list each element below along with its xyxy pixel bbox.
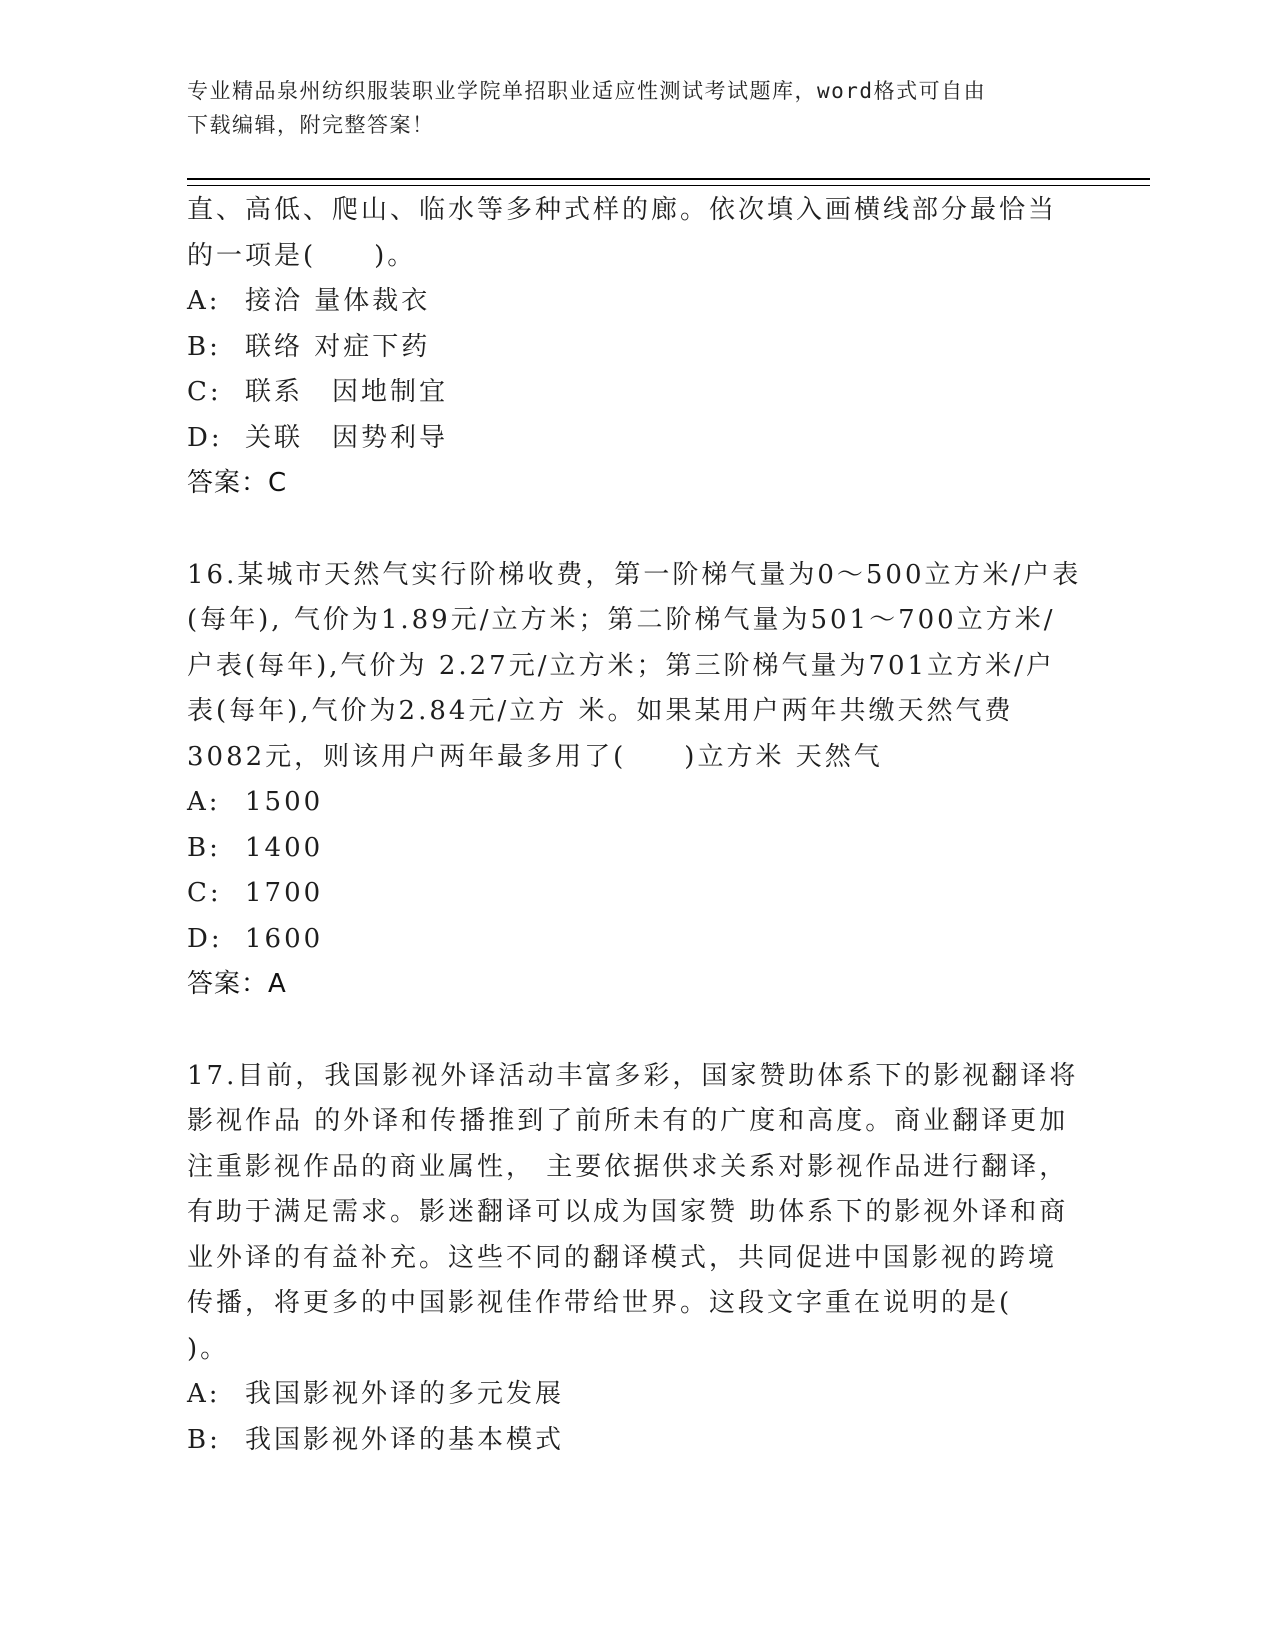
question-text-line: 户表(每年),气价为 2.27元/立方米；第三阶梯气量为701立方米/户 <box>187 650 1055 681</box>
option-c <box>187 370 1087 416</box>
header-line-1: 专业精品泉州纺织服装职业学院单招职业适应性测试考试题库，word格式可自由 <box>187 79 987 103</box>
option-text: 1700 <box>245 878 324 908</box>
question-text-line: (每年), 气价为1.89元/立方米；第二阶梯气量为501～700立方米/ <box>187 605 1056 635</box>
option-key: B: <box>187 1424 221 1455</box>
option-text: 接洽 量体裁衣 <box>245 286 431 316</box>
question-text-line: 17.目前，我国影视外译活动丰富多彩，国家赞助体系下的影视翻译将 <box>187 1060 1079 1091</box>
option-c <box>187 871 1087 917</box>
question-text-line: 注重影视作品的商业属性， 主要依据供求关系对影视作品进行翻译， <box>187 1151 1069 1182</box>
option-a <box>187 279 1087 325</box>
question-text-line: )。 <box>187 1333 230 1364</box>
option-key: C: <box>187 878 222 908</box>
option-text: 我国影视外译的多元发展 <box>245 1379 565 1409</box>
question-text-line: 传播，将更多的中国影视佳作带给世界。这段文字重在说明的是( <box>187 1288 1013 1318</box>
answer-line: 答案：A <box>187 969 287 999</box>
answer-line: 答案：C <box>187 468 288 498</box>
option-key: B: <box>187 832 221 863</box>
question-text-line: 影视作品 的外译和传播推到了前所未有的广度和高度。商业翻译更加 <box>187 1106 1069 1136</box>
option-d <box>187 416 1087 462</box>
option-a <box>187 780 1087 826</box>
header-divider <box>187 178 1150 186</box>
document-body <box>187 188 1087 1463</box>
option-b <box>187 1418 1087 1464</box>
option-b <box>187 826 1087 872</box>
question-text-line: 业外译的有益补充。这些不同的翻译模式，共同促进中国影视的跨境 <box>187 1242 1058 1273</box>
option-key: A: <box>187 286 221 316</box>
spacer <box>187 507 1087 553</box>
option-text: 关联 因势利导 <box>245 422 449 453</box>
option-d <box>187 917 1087 963</box>
option-text: 1400 <box>245 832 324 863</box>
option-a <box>187 1372 1087 1418</box>
option-text: 1500 <box>245 787 324 817</box>
question-text-line: 3082元，则该用户两年最多用了( )立方米 天然气 <box>187 741 883 772</box>
question-text-line: 的一项是( )。 <box>187 240 417 271</box>
option-text: 我国影视外译的基本模式 <box>245 1424 565 1455</box>
option-text: 1600 <box>245 923 324 954</box>
option-key: D: <box>187 923 223 954</box>
question-text-line: 16.某城市天然气实行阶梯收费，第一阶梯气量为0～500立方米/户表 <box>187 559 1082 590</box>
option-key: A: <box>187 1379 221 1409</box>
spacer <box>187 1008 1087 1054</box>
question-15 <box>187 188 1087 507</box>
question-16 <box>187 553 1087 1008</box>
option-key: A: <box>187 787 221 817</box>
option-key: D: <box>187 422 223 453</box>
option-key: B: <box>187 331 221 362</box>
question-17 <box>187 1054 1087 1464</box>
question-text-line: 有助于满足需求。影迷翻译可以成为国家赞 助体系下的影视外译和商 <box>187 1197 1069 1227</box>
header-line-2: 下载编辑，附完整答案！ <box>187 113 435 137</box>
option-b <box>187 325 1087 371</box>
option-key: C: <box>187 377 222 407</box>
question-text-line: 表(每年),气价为2.84元/立方 米。如果某用户两年共缴天然气费 <box>187 696 1014 726</box>
option-text: 联络 对症下药 <box>245 331 431 362</box>
page-header <box>187 74 1067 142</box>
question-text-line: 直、高低、爬山、临水等多种式样的廊。依次填入画横线部分最恰当 <box>187 195 1058 225</box>
option-text: 联系 因地制宜 <box>245 377 449 407</box>
